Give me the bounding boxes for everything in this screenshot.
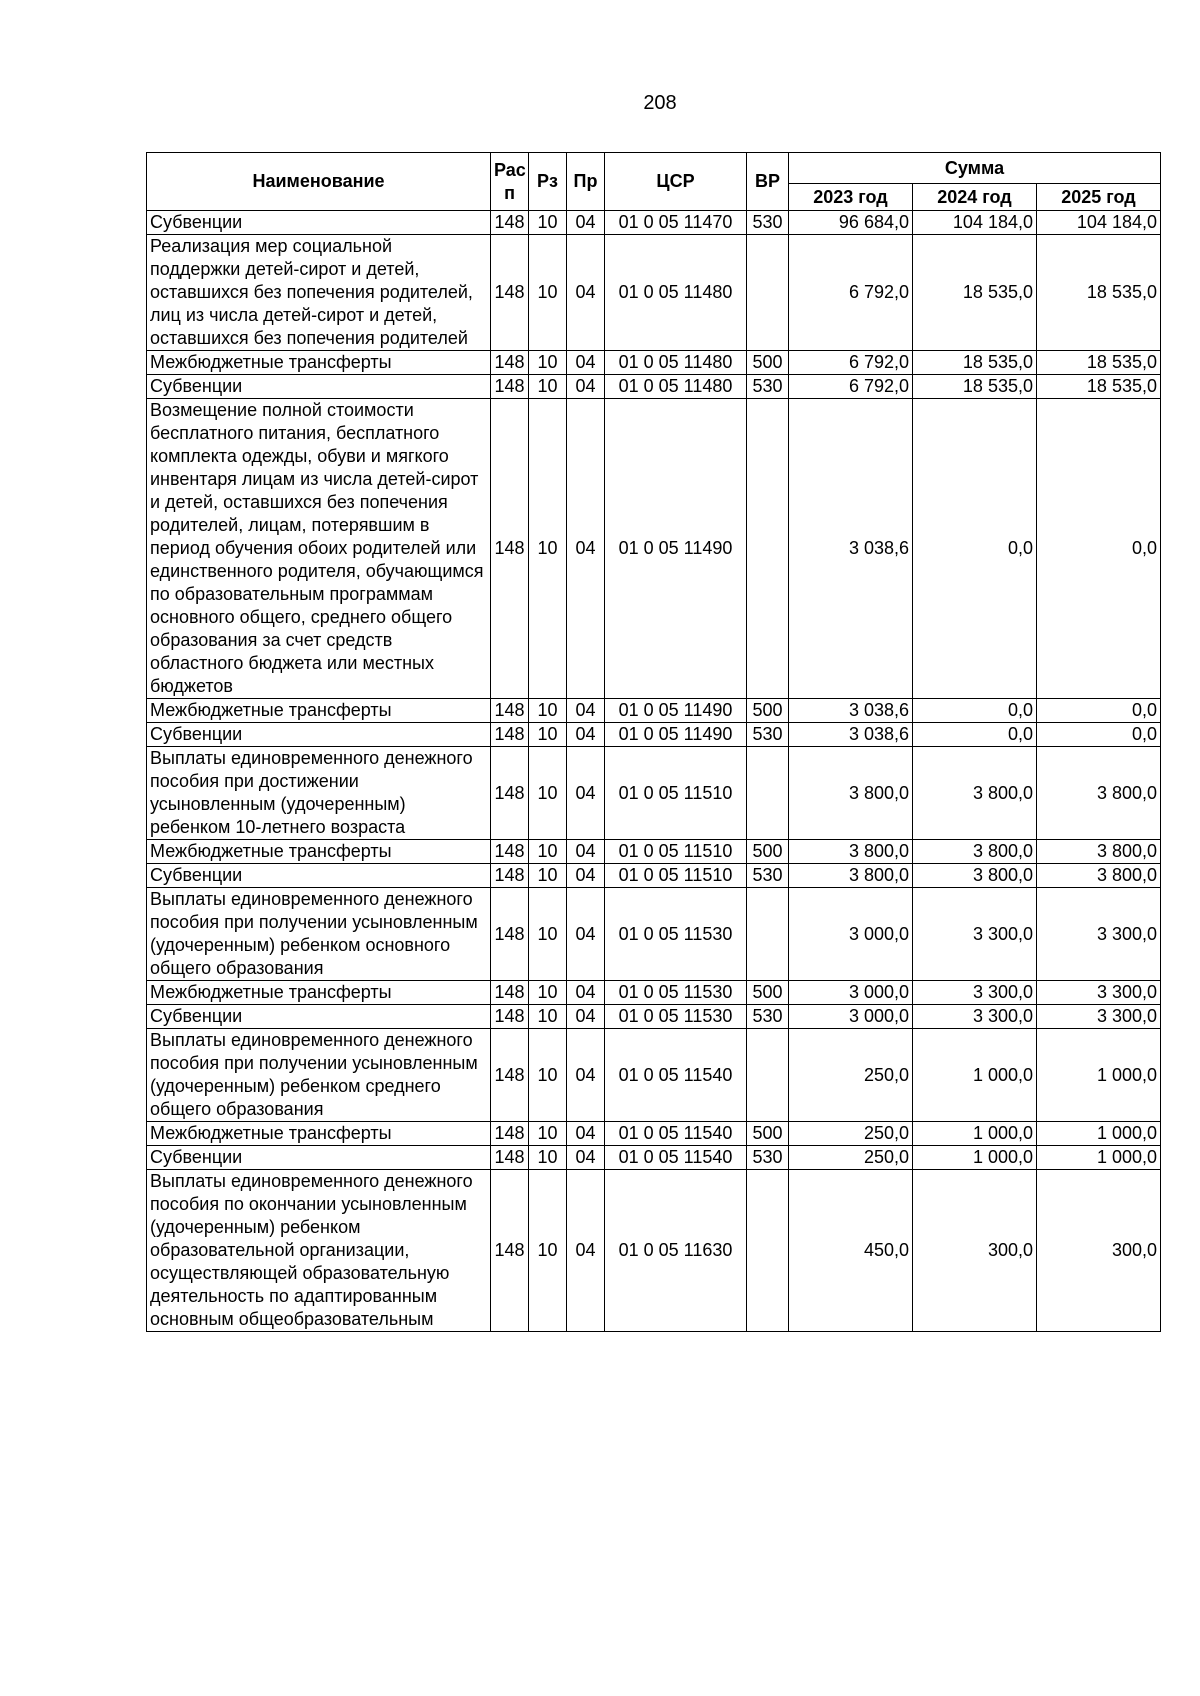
table-row [147,235,1161,351]
cell-rz: 10 [529,864,567,888]
cell-vr: 500 [747,699,789,723]
cell-name: Реализация мер социальной поддержки детей-сирот и детей, оставшихся без попечения родителей, лиц из числа детей-сирот и детей, оставшихся без попечения родителей [147,235,491,351]
cell-2024: 18 535,0 [913,235,1037,351]
table-row [147,864,1161,888]
cell-pr: 04 [567,399,605,699]
header-csr: ЦСР [605,153,747,211]
cell-rasp: 148 [491,1122,529,1146]
cell-rz: 10 [529,1122,567,1146]
header-pr: Пр [567,153,605,211]
cell-2024: 0,0 [913,699,1037,723]
cell-pr: 04 [567,747,605,840]
cell-vr: 530 [747,1146,789,1170]
cell-vr: 530 [747,375,789,399]
cell-2023: 3 000,0 [789,981,913,1005]
cell-2024: 0,0 [913,723,1037,747]
cell-2024: 18 535,0 [913,375,1037,399]
cell-name: Межбюджетные трансферты [147,1122,491,1146]
cell-vr: 530 [747,723,789,747]
cell-2024: 3 800,0 [913,747,1037,840]
cell-2024: 300,0 [913,1170,1037,1332]
table-row [147,723,1161,747]
cell-name: Субвенции [147,375,491,399]
table-row [147,211,1161,235]
cell-2024: 1 000,0 [913,1029,1037,1122]
cell-csr: 01 0 05 11490 [605,699,747,723]
cell-rz: 10 [529,399,567,699]
cell-2023: 3 800,0 [789,864,913,888]
cell-2023: 6 792,0 [789,235,913,351]
cell-2025: 3 800,0 [1037,747,1161,840]
header-rz: Рз [529,153,567,211]
cell-pr: 04 [567,375,605,399]
cell-vr: 530 [747,864,789,888]
cell-rz: 10 [529,723,567,747]
cell-csr: 01 0 05 11540 [605,1146,747,1170]
cell-name: Межбюджетные трансферты [147,981,491,1005]
cell-2025: 3 300,0 [1037,888,1161,981]
cell-rasp: 148 [491,981,529,1005]
cell-2023: 96 684,0 [789,211,913,235]
cell-csr: 01 0 05 11510 [605,840,747,864]
cell-2023: 6 792,0 [789,351,913,375]
budget-table [146,152,1161,1332]
cell-vr: 500 [747,351,789,375]
cell-csr: 01 0 05 11510 [605,864,747,888]
cell-2025: 104 184,0 [1037,211,1161,235]
cell-2024: 18 535,0 [913,351,1037,375]
cell-pr: 04 [567,235,605,351]
cell-2023: 3 038,6 [789,699,913,723]
cell-csr: 01 0 05 11540 [605,1029,747,1122]
cell-csr: 01 0 05 11540 [605,1122,747,1146]
cell-vr [747,747,789,840]
cell-csr: 01 0 05 11490 [605,723,747,747]
cell-rasp: 148 [491,747,529,840]
cell-2023: 3 038,6 [789,399,913,699]
cell-rasp: 148 [491,1170,529,1332]
cell-vr: 500 [747,1122,789,1146]
cell-vr [747,235,789,351]
cell-rasp: 148 [491,351,529,375]
cell-pr: 04 [567,864,605,888]
cell-rz: 10 [529,1005,567,1029]
header-2024: 2024 год [913,184,1037,211]
table-row [147,399,1161,699]
cell-rasp: 148 [491,1005,529,1029]
cell-rasp: 148 [491,723,529,747]
cell-2023: 3 800,0 [789,747,913,840]
cell-rasp: 148 [491,888,529,981]
cell-2024: 3 800,0 [913,840,1037,864]
cell-vr: 500 [747,981,789,1005]
cell-2023: 3 800,0 [789,840,913,864]
cell-2025: 300,0 [1037,1170,1161,1332]
cell-csr: 01 0 05 11480 [605,351,747,375]
cell-2025: 0,0 [1037,723,1161,747]
cell-pr: 04 [567,981,605,1005]
cell-name: Межбюджетные трансферты [147,699,491,723]
cell-rz: 10 [529,351,567,375]
cell-vr: 530 [747,211,789,235]
cell-rasp: 148 [491,211,529,235]
cell-vr: 500 [747,840,789,864]
cell-2025: 3 300,0 [1037,1005,1161,1029]
cell-name: Субвенции [147,723,491,747]
header-2023: 2023 год [789,184,913,211]
cell-pr: 04 [567,1005,605,1029]
cell-rasp: 148 [491,1146,529,1170]
table-row [147,840,1161,864]
cell-rz: 10 [529,1029,567,1122]
cell-rz: 10 [529,235,567,351]
table-row [147,888,1161,981]
table-row [147,1146,1161,1170]
cell-2025: 3 800,0 [1037,864,1161,888]
cell-pr: 04 [567,1170,605,1332]
cell-rz: 10 [529,1170,567,1332]
cell-name: Межбюджетные трансферты [147,840,491,864]
table-row [147,981,1161,1005]
table-row [147,1122,1161,1146]
table-row [147,375,1161,399]
cell-rasp: 148 [491,399,529,699]
cell-2025: 1 000,0 [1037,1029,1161,1122]
cell-vr [747,1170,789,1332]
cell-rz: 10 [529,1146,567,1170]
cell-csr: 01 0 05 11480 [605,235,747,351]
cell-vr [747,1029,789,1122]
cell-pr: 04 [567,888,605,981]
header-sum: Сумма [789,153,1161,184]
cell-2025: 1 000,0 [1037,1146,1161,1170]
cell-vr: 530 [747,1005,789,1029]
cell-2023: 3 000,0 [789,1005,913,1029]
cell-csr: 01 0 05 11480 [605,375,747,399]
cell-rz: 10 [529,699,567,723]
cell-2024: 3 300,0 [913,888,1037,981]
table-body [147,211,1161,1332]
cell-pr: 04 [567,723,605,747]
cell-name: Межбюджетные трансферты [147,351,491,375]
cell-csr: 01 0 05 11490 [605,399,747,699]
cell-2023: 3 000,0 [789,888,913,981]
cell-rasp: 148 [491,1029,529,1122]
cell-rasp: 148 [491,864,529,888]
cell-2025: 18 535,0 [1037,375,1161,399]
cell-rz: 10 [529,747,567,840]
cell-2023: 250,0 [789,1146,913,1170]
cell-pr: 04 [567,699,605,723]
cell-pr: 04 [567,1029,605,1122]
cell-name: Выплаты единовременного денежного пособия при получении усыновленным (удочеренным) ребенком среднего общего образования [147,1029,491,1122]
cell-csr: 01 0 05 11470 [605,211,747,235]
table-row [147,351,1161,375]
cell-rz: 10 [529,840,567,864]
cell-2025: 18 535,0 [1037,351,1161,375]
cell-rz: 10 [529,375,567,399]
cell-2025: 3 300,0 [1037,981,1161,1005]
cell-2024: 1 000,0 [913,1122,1037,1146]
cell-vr [747,399,789,699]
cell-rasp: 148 [491,699,529,723]
cell-pr: 04 [567,351,605,375]
page-number: 208 [643,92,677,114]
cell-pr: 04 [567,1146,605,1170]
cell-2024: 1 000,0 [913,1146,1037,1170]
header-vr: ВР [747,153,789,211]
cell-name: Выплаты единовременного денежного пособия при получении усыновленным (удочеренным) ребенком основного общего образования [147,888,491,981]
cell-rz: 10 [529,981,567,1005]
cell-2024: 3 800,0 [913,864,1037,888]
table-row [147,1029,1161,1122]
cell-2023: 3 038,6 [789,723,913,747]
cell-name: Субвенции [147,1146,491,1170]
table-row [147,1170,1161,1332]
cell-rasp: 148 [491,840,529,864]
cell-name: Возмещение полной стоимости бесплатного питания, бесплатного комплекта одежды, обуви и мягкого инвентаря лицам из числа детей-сирот и детей, оставшихся без попечения родителей, лицам, потерявшим в период обучения обоих родителей или единственного родителя, обучающимся по образовательным программам основного общего, среднего общего образования за счет средств областного бюджета или местных бюджетов [147,399,491,699]
table-row [147,747,1161,840]
cell-vr [747,888,789,981]
header-rasp: Рас п [491,153,529,211]
cell-csr: 01 0 05 11630 [605,1170,747,1332]
cell-name: Субвенции [147,1005,491,1029]
cell-csr: 01 0 05 11530 [605,1005,747,1029]
cell-name: Субвенции [147,211,491,235]
cell-2023: 450,0 [789,1170,913,1332]
cell-rz: 10 [529,888,567,981]
cell-name: Выплаты единовременного денежного пособия по окончании усыновленным (удочеренным) ребенком образовательной организации, осуществляющей образовательную деятельность по адаптированным основным общеобразовательным [147,1170,491,1332]
cell-name: Выплаты единовременного денежного пособия при достижении усыновленным (удочеренным) ребенком 10-летнего возраста [147,747,491,840]
cell-2025: 3 800,0 [1037,840,1161,864]
cell-pr: 04 [567,211,605,235]
cell-pr: 04 [567,840,605,864]
cell-2023: 250,0 [789,1122,913,1146]
cell-rasp: 148 [491,235,529,351]
cell-2023: 250,0 [789,1029,913,1122]
cell-2025: 0,0 [1037,399,1161,699]
cell-2024: 3 300,0 [913,1005,1037,1029]
cell-2024: 3 300,0 [913,981,1037,1005]
cell-2024: 0,0 [913,399,1037,699]
cell-2025: 1 000,0 [1037,1122,1161,1146]
cell-name: Субвенции [147,864,491,888]
cell-csr: 01 0 05 11510 [605,747,747,840]
cell-rz: 10 [529,211,567,235]
cell-2025: 0,0 [1037,699,1161,723]
header-2025: 2025 год [1037,184,1161,211]
table-row [147,1005,1161,1029]
cell-2025: 18 535,0 [1037,235,1161,351]
header-name: Наименование [147,153,491,211]
cell-csr: 01 0 05 11530 [605,888,747,981]
cell-pr: 04 [567,1122,605,1146]
cell-rasp: 148 [491,375,529,399]
cell-2023: 6 792,0 [789,375,913,399]
cell-2024: 104 184,0 [913,211,1037,235]
table-row [147,699,1161,723]
cell-csr: 01 0 05 11530 [605,981,747,1005]
